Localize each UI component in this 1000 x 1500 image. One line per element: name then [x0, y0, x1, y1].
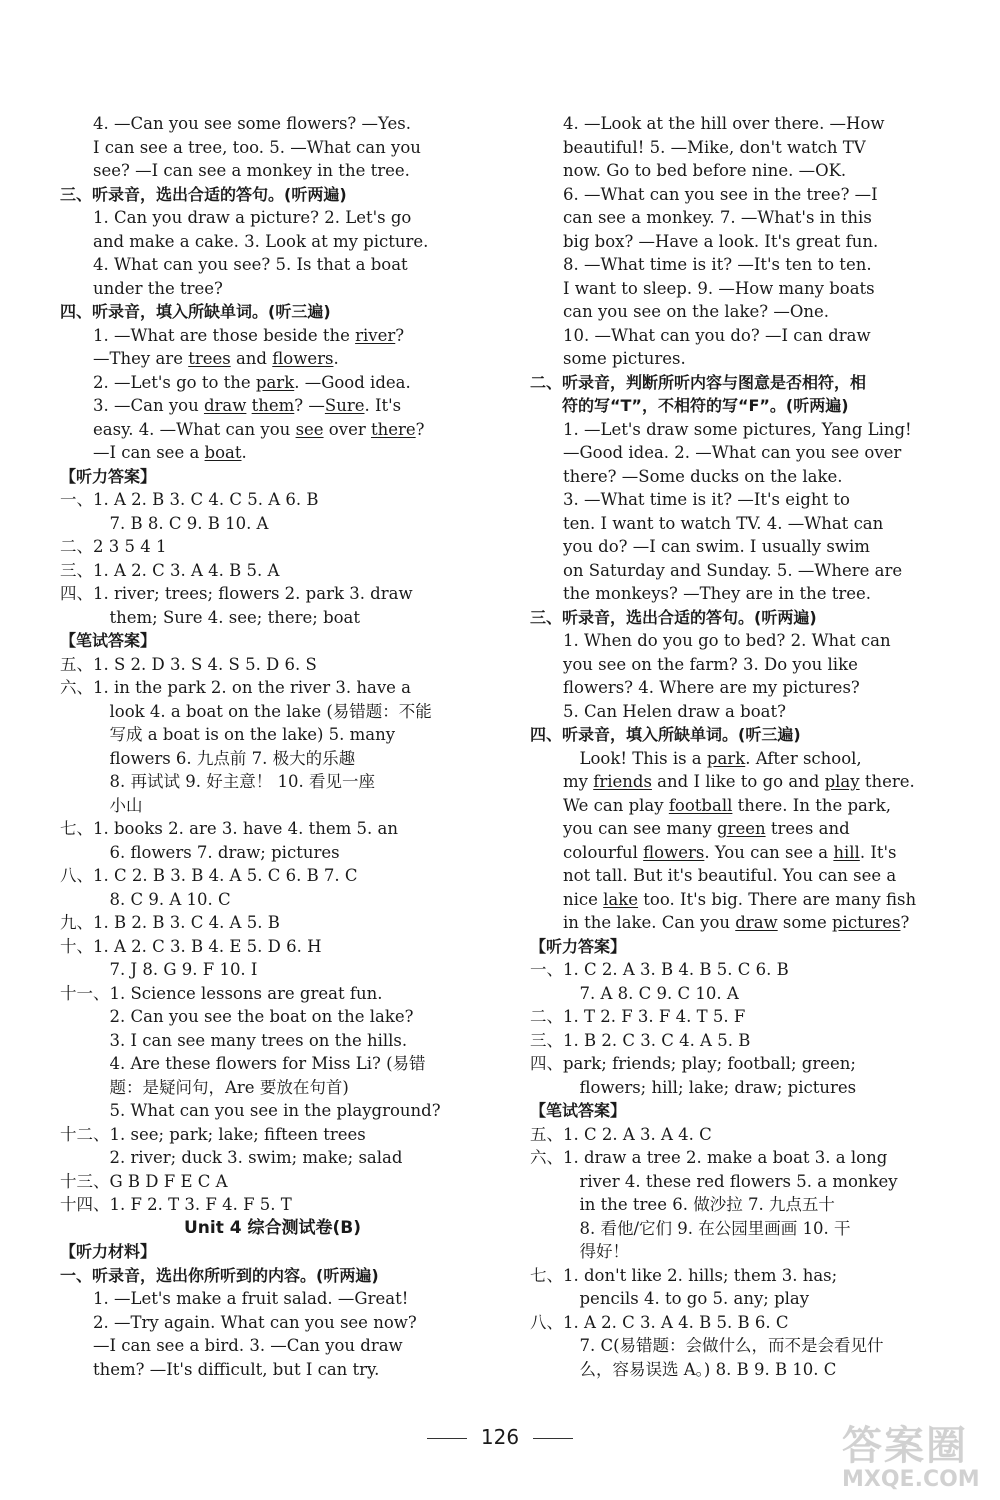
line-text: under the tree?: [93, 278, 223, 298]
line-text: 【笔试答案】: [60, 631, 157, 650]
line-text: 一、1. C 2. A 3. B 4. B 5. C 6. B: [530, 960, 789, 979]
text-line: [60, 488, 485, 512]
text-line: [530, 300, 950, 324]
text-line: [60, 606, 485, 630]
line-text: in the lake. Can you: [563, 913, 736, 932]
text-line: [60, 982, 485, 1006]
line-text: 二、1. T 2. F 3. F 4. T 5. F: [530, 1007, 746, 1026]
line-text: Unit 4 综合测试卷(B): [183, 1217, 362, 1238]
text-line: [530, 700, 950, 724]
line-text: ?: [395, 325, 405, 345]
line-text: 一、听录音，选出你所听到的内容。(听两遍): [60, 1265, 379, 1285]
line-text: on Saturday and Sunday. 5. —Where are: [563, 560, 903, 580]
line-text: 十四、1. F 2. T 3. F 4. F 5. T: [60, 1195, 292, 1214]
line-text: look 4. a boat on the lake (易错题：不能: [109, 701, 432, 721]
text-line: [530, 347, 950, 371]
text-line: [530, 418, 950, 442]
line-text: 5. Can Helen draw a boat?: [563, 701, 786, 721]
filled-blank-word: Sure: [324, 396, 365, 415]
line-text: beautiful! 5. —Mike, don't watch TV: [563, 137, 866, 157]
text-line: [60, 935, 485, 959]
line-text: 6. —What can you see in the tree? —I: [563, 184, 878, 204]
text-line: [60, 1311, 485, 1335]
line-text: 6. flowers 7. draw; pictures: [109, 842, 340, 862]
line-text: 么，容易误选 A。) 8. B 9. B 10. C: [579, 1359, 837, 1379]
section-heading: [530, 935, 950, 959]
text-line: [530, 1052, 950, 1076]
watermark-logo: [842, 1424, 992, 1494]
text-line: [530, 112, 950, 136]
text-line: [530, 982, 950, 1006]
line-text: 2. —Try again. What can you see now?: [93, 1312, 417, 1332]
line-text: I want to sleep. 9. —How many boats: [563, 278, 875, 298]
line-text: 得好！: [579, 1242, 629, 1261]
line-text: over: [323, 419, 371, 439]
text-line: [530, 512, 950, 536]
text-line: [60, 1287, 485, 1311]
line-text: 3. —What time is it? —It's eight to: [563, 490, 850, 509]
line-text: 3. —Can you: [93, 396, 204, 415]
filled-blank-word: draw: [203, 396, 247, 415]
line-text: now. Go to bed before nine. —OK.: [563, 161, 847, 180]
line-text: some pictures.: [563, 349, 686, 368]
line-text: . You can see a: [704, 842, 834, 862]
left-column: [60, 112, 485, 1381]
text-line: [530, 1076, 950, 1100]
text-line: [530, 582, 950, 606]
text-line: [60, 136, 485, 160]
section-heading: [530, 371, 950, 395]
line-text: 【听力材料】: [60, 1242, 157, 1261]
line-text: 【听力答案】: [530, 936, 627, 956]
line-text: them? —It's difficult, but I can try.: [93, 1359, 380, 1379]
text-line: [530, 794, 950, 818]
text-line: [530, 488, 950, 512]
text-line: [60, 559, 485, 583]
text-line: [60, 394, 485, 418]
section-heading: [530, 606, 950, 630]
line-text: 三、听录音，选出合适的答句。(听两遍): [60, 184, 347, 204]
line-text: ?: [900, 913, 910, 932]
section-heading: [530, 1099, 950, 1123]
line-text: —They are: [93, 349, 189, 368]
line-text: —I can see a: [93, 443, 205, 462]
filled-blank-word: park: [706, 748, 746, 768]
section-heading: [60, 1240, 485, 1264]
line-text: there? —Some ducks on the lake.: [563, 466, 843, 486]
line-text: can you see on the lake? —One.: [563, 302, 830, 321]
line-text: 四、听录音，填入所缺单词。(听三遍): [60, 302, 331, 321]
text-line: [60, 441, 485, 465]
line-text: 二、2 3 5 4 1: [60, 537, 167, 556]
filled-blank-word: see: [295, 419, 324, 439]
text-line: [530, 159, 950, 183]
line-text: 5. What can you see in the playground?: [109, 1101, 441, 1120]
text-line: [60, 1076, 485, 1100]
watermark-url: MXQE.COM: [842, 1467, 980, 1492]
section-heading: [60, 465, 485, 489]
line-text: 四、park; friends; play; football; green;: [530, 1054, 856, 1073]
line-text: some: [777, 913, 832, 932]
line-text: 三、1. A 2. C 3. A 4. B 5. A: [60, 560, 280, 580]
text-line: [530, 1264, 950, 1288]
text-line: [60, 1099, 485, 1123]
footer-dash-left: [427, 1438, 467, 1439]
text-line: [530, 253, 950, 277]
line-text: 四、听录音，填入所缺单词。(听三遍): [530, 725, 801, 744]
line-text: you do? —I can swim. I usually swim: [563, 537, 870, 556]
line-text: 【笔试答案】: [530, 1101, 627, 1120]
line-text: 1. Can you draw a picture? 2. Let's go: [93, 208, 412, 227]
text-line: [530, 841, 950, 865]
filled-blank-word: play: [824, 772, 860, 791]
footer-dash-right: [533, 1438, 573, 1439]
filled-blank-word: them: [251, 396, 295, 415]
line-text: trees and: [765, 819, 850, 838]
line-text: 五、1. S 2. D 3. S 4. S 5. D 6. S: [60, 654, 317, 674]
filled-blank-word: flowers: [643, 842, 705, 862]
filled-blank-word: river: [355, 325, 396, 345]
line-text: 六、1. draw a tree 2. make a boat 3. a long: [530, 1148, 888, 1167]
line-text: —I can see a bird. 3. —Can you draw: [93, 1336, 403, 1355]
text-line: [530, 1287, 950, 1311]
line-text: the monkeys? —They are in the tree.: [563, 584, 872, 603]
text-line: [60, 535, 485, 559]
line-text: 九、1. B 2. B 3. C 4. A 5. B: [60, 913, 280, 932]
section-heading: [60, 300, 485, 324]
line-text: my: [563, 772, 594, 791]
filled-blank-word: park: [255, 372, 295, 392]
line-text: river 4. these red flowers 5. a monkey: [579, 1171, 898, 1191]
text-line: [530, 1146, 950, 1170]
text-line: [60, 1123, 485, 1147]
text-line: [60, 206, 485, 230]
line-text: 十三、G B D F E C A: [60, 1171, 228, 1191]
line-text: 1. —Let's make a fruit salad. —Great!: [93, 1289, 409, 1308]
line-text: pencils 4. to go 5. any; play: [579, 1289, 810, 1308]
text-line: [530, 1311, 950, 1335]
line-text: 七、1. don't like 2. hills; them 3. has;: [530, 1265, 838, 1285]
section-heading: [60, 183, 485, 207]
text-line: [60, 864, 485, 888]
text-line: [60, 770, 485, 794]
text-line: [60, 277, 485, 301]
line-text: 7. C(易错题：会做什么，而不是会看见什: [579, 1336, 884, 1355]
text-line: [530, 676, 950, 700]
line-text: 7. J 8. G 9. F 10. I: [109, 960, 258, 979]
text-line: [530, 888, 950, 912]
line-text: 三、听录音，选出合适的答句。(听两遍): [530, 607, 817, 627]
line-text: nice: [563, 889, 604, 909]
line-text: Look! This is a: [579, 748, 707, 768]
line-text: . It's: [364, 396, 402, 415]
line-text: 写成 a boat is on the lake) 5. many: [109, 725, 396, 744]
text-line: [60, 324, 485, 348]
text-line: [60, 1170, 485, 1194]
line-text: you can see many: [563, 819, 717, 838]
text-line: [60, 1052, 485, 1076]
filled-blank-word: there: [370, 419, 416, 439]
text-line: [60, 1005, 485, 1029]
line-text: 10. —What can you do? —I can draw: [563, 325, 871, 345]
text-line: [530, 1240, 950, 1264]
text-line: [530, 817, 950, 841]
filled-blank-word: football: [668, 795, 733, 815]
line-text: 4. What can you see? 5. Is that a boat: [93, 255, 408, 274]
text-line: [530, 206, 950, 230]
line-text: 题：是疑问句，Are 要放在句首): [109, 1077, 349, 1097]
line-text: colourful: [563, 842, 644, 862]
line-text: 一、1. A 2. B 3. C 4. C 5. A 6. B: [60, 490, 319, 509]
section-heading: [530, 723, 950, 747]
line-text: 1. —Let's draw some pictures, Yang Ling!: [563, 419, 912, 439]
line-text: ten. I want to watch TV. 4. —What can: [563, 513, 884, 533]
text-line: [530, 465, 950, 489]
line-text: 3. I can see many trees on the hills.: [109, 1030, 408, 1050]
text-line: [60, 723, 485, 747]
filled-blank-word: trees: [188, 349, 231, 368]
text-line: [60, 230, 485, 254]
line-text: 4. Are these flowers for Miss Li? (易错: [109, 1054, 426, 1073]
text-line: [60, 1193, 485, 1217]
line-text: 八、1. C 2. B 3. B 4. A 5. C 6. B 7. C: [60, 866, 358, 885]
line-text: 三、1. B 2. C 3. C 4. A 5. B: [530, 1030, 751, 1050]
line-text: 8. —What time is it? —It's ten to ten.: [563, 255, 872, 274]
text-line: [530, 535, 950, 559]
filled-blank-word: friends: [593, 772, 652, 791]
line-text: 小山: [109, 795, 143, 815]
line-text: see? —I can see a monkey in the tree.: [93, 161, 410, 180]
text-line: [60, 418, 485, 442]
text-line: [60, 911, 485, 935]
line-text: 六、1. in the park 2. on the river 3. have a: [60, 678, 411, 697]
text-line: [530, 559, 950, 583]
line-text: flowers 6. 九点前 7. 极大的乐趣: [109, 748, 356, 768]
line-text: 1. —What are those beside the: [93, 325, 356, 345]
text-line: [530, 1334, 950, 1358]
text-line: [530, 747, 950, 771]
text-line: [60, 700, 485, 724]
line-text: I can see a tree, too. 5. —What can you: [93, 137, 421, 157]
text-line: [530, 629, 950, 653]
line-text: 8. C 9. A 10. C: [109, 889, 231, 909]
text-line: [530, 1193, 950, 1217]
text-line: [530, 1123, 950, 1147]
filled-blank-word: flowers: [272, 349, 334, 368]
line-text: 四、1. river; trees; flowers 2. park 3. draw: [60, 584, 413, 603]
line-text: 十二、1. see; park; lake; fifteen trees: [60, 1124, 366, 1144]
line-text: 2. —Let's go to the: [93, 372, 256, 392]
text-line: [530, 1029, 950, 1053]
line-text: 2. Can you see the boat on the lake?: [109, 1007, 414, 1026]
line-text: 2. river; duck 3. swim; make; salad: [109, 1148, 403, 1167]
line-text: 二、听录音，判断所听内容与图意是否相符，相: [530, 372, 867, 392]
line-text: ?: [415, 419, 425, 439]
page-number: 126: [480, 1425, 520, 1449]
text-line: [530, 1170, 950, 1194]
line-text: too. It's big. There are many fish: [638, 889, 917, 909]
line-text: 7. A 8. C 9. C 10. A: [579, 983, 739, 1003]
line-text: 4. —Look at the hill over there. —How: [563, 114, 885, 133]
text-line: [530, 1358, 950, 1382]
line-text: in the tree 6. 做沙拉 7. 九点五十: [579, 1195, 835, 1214]
line-text: there. In the park,: [732, 795, 891, 815]
text-line: [60, 1029, 485, 1053]
line-text: —Good idea. 2. —What can you see over: [563, 443, 902, 462]
text-line: [60, 1146, 485, 1170]
line-text: not tall. But it's beautiful. You can see a: [563, 866, 897, 885]
text-line: [60, 653, 485, 677]
line-text: them; Sure 4. see; there; boat: [109, 607, 361, 627]
section-heading: [530, 394, 950, 418]
filled-blank-word: pictures: [831, 913, 901, 932]
line-text: . After school,: [745, 748, 862, 768]
text-line: [60, 747, 485, 771]
filled-blank-word: draw: [735, 913, 778, 932]
text-line: [530, 770, 950, 794]
text-line: [530, 653, 950, 677]
text-line: [60, 841, 485, 865]
line-text: ? —: [294, 396, 325, 415]
line-text: 4. —Can you see some flowers? —Yes.: [93, 114, 411, 133]
line-text: and: [230, 349, 273, 368]
line-text: 8. 再试试 9. 好主意！ 10. 看见一座: [109, 772, 375, 791]
text-line: [60, 817, 485, 841]
line-text: .: [241, 443, 247, 462]
line-text: 1. When do you go to bed? 2. What can: [563, 631, 891, 650]
text-line: [60, 1358, 485, 1382]
line-text: can see a monkey. 7. —What's in this: [563, 208, 872, 227]
line-text: easy. 4. —What can you: [93, 419, 296, 439]
line-text: 8. 看他/它们 9. 在公园里画画 10. 干: [579, 1218, 851, 1238]
line-text: flowers? 4. Where are my pictures?: [563, 678, 860, 697]
text-line: [60, 112, 485, 136]
text-line: [530, 1217, 950, 1241]
line-text: flowers; hill; lake; draw; pictures: [579, 1077, 857, 1097]
line-text: and I like to go and: [651, 772, 825, 791]
filled-blank-word: hill: [833, 842, 860, 862]
text-line: [530, 441, 950, 465]
filled-blank-word: boat: [204, 443, 242, 462]
text-line: [60, 582, 485, 606]
text-line: [530, 277, 950, 301]
text-line: [60, 347, 485, 371]
text-line: [530, 136, 950, 160]
section-heading: [60, 629, 485, 653]
text-line: [60, 512, 485, 536]
line-text: We can play: [563, 795, 669, 815]
line-text: 【听力答案】: [60, 466, 157, 486]
text-line: [60, 676, 485, 700]
line-text: 十、1. A 2. C 3. B 4. E 5. D 6. H: [60, 936, 322, 956]
line-text: . —Good idea.: [294, 372, 411, 392]
text-line: [530, 958, 950, 982]
line-text: 十一、1. Science lessons are great fun.: [60, 983, 383, 1003]
section-title: [60, 1217, 485, 1241]
line-text: 符的写“T”，不相符的写“F”。(听两遍): [562, 396, 849, 415]
text-line: [60, 888, 485, 912]
text-line: [530, 183, 950, 207]
text-line: [60, 1334, 485, 1358]
text-line: [530, 911, 950, 935]
line-text: .: [333, 349, 339, 368]
text-line: [530, 864, 950, 888]
text-line: [60, 159, 485, 183]
line-text: 五、1. C 2. A 3. A 4. C: [530, 1124, 712, 1144]
line-text: 八、1. A 2. C 3. A 4. B 5. B 6. C: [530, 1312, 789, 1332]
text-line: [60, 253, 485, 277]
text-line: [530, 230, 950, 254]
text-line: [530, 324, 950, 348]
line-text: and make a cake. 3. Look at my picture.: [93, 231, 429, 251]
text-line: [60, 794, 485, 818]
filled-blank-word: green: [717, 819, 766, 838]
line-text: you see on the farm? 3. Do you like: [563, 654, 858, 674]
filled-blank-word: lake: [603, 889, 639, 909]
text-line: [530, 1005, 950, 1029]
watermark-chars: 答案圈: [842, 1423, 968, 1469]
right-column: [530, 112, 950, 1381]
line-text: there.: [859, 772, 915, 791]
section-heading: [60, 1264, 485, 1288]
line-text: big box? —Have a look. It's great fun.: [563, 231, 879, 251]
line-text: 7. B 8. C 9. B 10. A: [109, 513, 269, 533]
text-line: [60, 958, 485, 982]
line-text: . It's: [859, 842, 897, 862]
line-text: 七、1. books 2. are 3. have 4. them 5. an: [60, 819, 398, 838]
text-line: [60, 371, 485, 395]
